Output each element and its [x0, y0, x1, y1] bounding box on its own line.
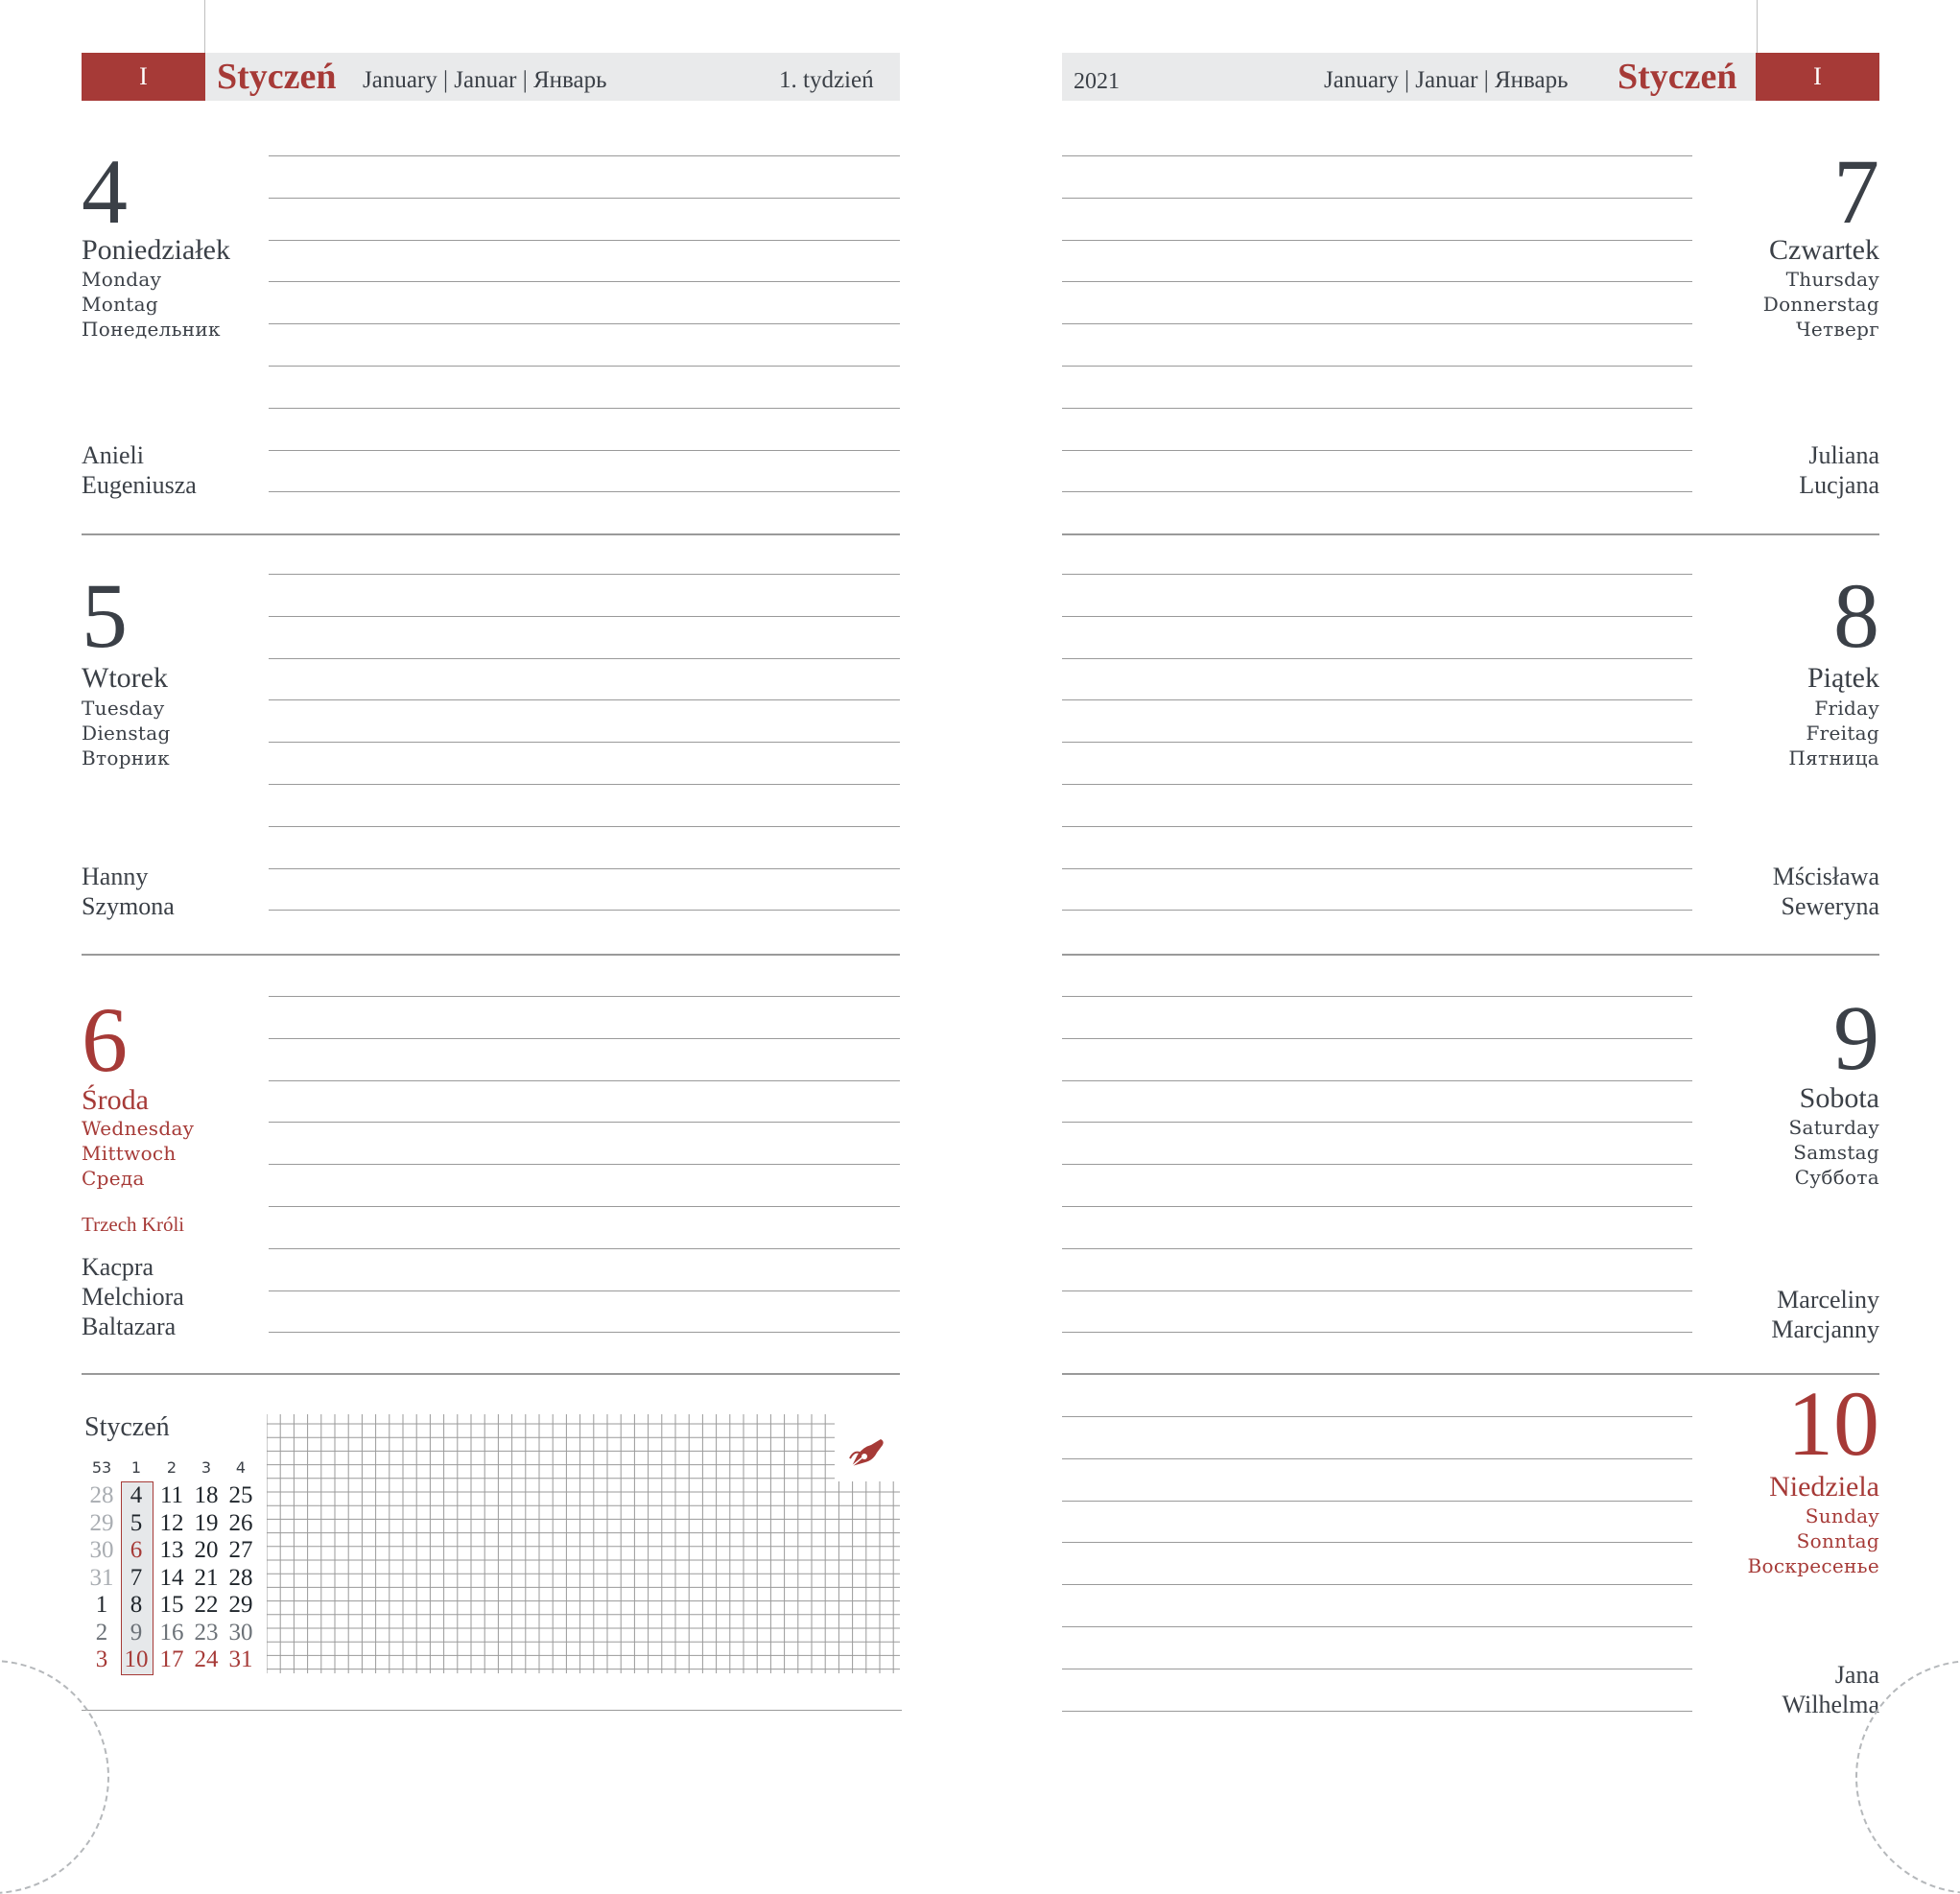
writing-line — [1062, 1248, 1692, 1249]
writing-line — [1062, 1458, 1692, 1459]
mini-calendar-day: 10 — [124, 1646, 149, 1672]
day-name-pl: Sobota — [1799, 1082, 1879, 1114]
writing-line — [1062, 408, 1692, 409]
name-day-entry: Wilhelma — [1782, 1691, 1879, 1718]
mini-calendar-day: 19 — [194, 1509, 219, 1536]
day-name-en: Sunday — [1805, 1504, 1879, 1527]
mini-calendar-day: 29 — [228, 1592, 253, 1618]
mini-calendar-day: 21 — [194, 1564, 219, 1591]
writing-line — [1062, 1206, 1692, 1207]
writing-line — [269, 784, 900, 785]
name-day-entry: Baltazara — [82, 1313, 177, 1340]
writing-line — [1062, 574, 1692, 575]
mini-calendar-day: 28 — [89, 1482, 114, 1508]
day-name-en: Wednesday — [82, 1117, 195, 1140]
notes-grid — [267, 1414, 900, 1673]
day-name-pl: Poniedziałek — [82, 234, 230, 266]
writing-line — [269, 574, 900, 575]
mini-calendar-day: 7 — [130, 1564, 143, 1591]
mini-calendar-day: 23 — [194, 1619, 219, 1645]
day-name-pl: Czwartek — [1769, 234, 1879, 266]
mini-calendar-day: 22 — [194, 1592, 219, 1618]
writing-line — [269, 450, 900, 451]
mini-calendar-day: 30 — [228, 1619, 253, 1645]
day-name-de: Montag — [82, 293, 158, 316]
writing-line — [1062, 868, 1692, 869]
writing-line — [269, 616, 900, 617]
writing-line — [269, 240, 900, 241]
holiday-label: Trzech Króli — [82, 1213, 185, 1236]
day-name-de: Dienstag — [82, 722, 171, 745]
mini-calendar-day: 13 — [159, 1537, 184, 1563]
right-month-tab[interactable]: I — [1756, 53, 1879, 101]
mini-calendar-day: 2 — [95, 1619, 108, 1645]
writing-line — [1062, 1626, 1692, 1627]
writing-line — [269, 281, 900, 282]
name-day — [82, 1252, 184, 1341]
day-name-ru: Суббота — [1794, 1166, 1879, 1189]
name-day-entry: Szymona — [82, 892, 175, 920]
writing-line — [1062, 1501, 1692, 1502]
name-day-entry: Juliana — [1808, 441, 1879, 469]
mini-week-number: 1 — [130, 1458, 142, 1477]
name-day — [1773, 862, 1879, 921]
mini-calendar-day: 11 — [159, 1482, 184, 1508]
fountain-pen-nib-icon — [848, 1437, 886, 1470]
writing-line — [1062, 784, 1692, 785]
mini-calendar-day: 6 — [130, 1537, 143, 1563]
name-day-entry: Anieli — [82, 441, 144, 469]
name-day — [1771, 1285, 1879, 1344]
mini-calendar-day: 12 — [159, 1509, 184, 1536]
writing-line — [269, 1290, 900, 1291]
left-month-tab[interactable]: I — [82, 53, 205, 101]
day-name-ru: Воскресенье — [1747, 1554, 1879, 1577]
day-separator — [1062, 533, 1879, 535]
day-name-de: Freitag — [1806, 722, 1879, 745]
name-day-entry: Marcjanny — [1771, 1315, 1879, 1343]
writing-line — [1062, 742, 1692, 743]
writing-line — [1062, 198, 1692, 199]
day-number: 6 — [82, 988, 128, 1091]
mini-calendar-day: 24 — [194, 1646, 219, 1672]
writing-line — [269, 699, 900, 700]
writing-line — [269, 742, 900, 743]
day-separator — [82, 533, 900, 535]
mini-calendar-day: 20 — [194, 1537, 219, 1563]
day-number: 4 — [82, 140, 128, 243]
name-day-entry: Lucjana — [1799, 471, 1879, 499]
writing-line — [269, 1122, 900, 1123]
writing-line — [1062, 826, 1692, 827]
mini-calendar-day: 29 — [89, 1509, 114, 1536]
day-name-de: Mittwoch — [82, 1142, 177, 1165]
name-day — [82, 440, 197, 500]
day-name-en: Tuesday — [82, 697, 165, 720]
writing-line — [269, 1080, 900, 1081]
writing-line — [269, 323, 900, 324]
day-separator — [1062, 1373, 1879, 1375]
right-month-title: Styczeń — [1618, 57, 1737, 97]
writing-line — [1062, 450, 1692, 451]
writing-line — [1062, 491, 1692, 492]
mini-calendar-day: 17 — [159, 1646, 184, 1672]
writing-line — [1062, 1290, 1692, 1291]
name-day-entry: Eugeniusza — [82, 471, 197, 499]
day-name-ru: Среда — [82, 1167, 145, 1190]
mini-week-number: 3 — [201, 1458, 212, 1477]
fold-mark-left — [0, 1660, 109, 1894]
mini-calendar-day: 15 — [159, 1592, 184, 1618]
name-day-entry: Melchiora — [82, 1283, 184, 1311]
day-name-de: Sonntag — [1796, 1529, 1879, 1552]
writing-line — [1062, 366, 1692, 367]
writing-line — [269, 366, 900, 367]
day-name-en: Monday — [82, 268, 162, 291]
writing-line — [1062, 240, 1692, 241]
writing-line — [1062, 1584, 1692, 1585]
day-name-en: Friday — [1814, 697, 1879, 720]
writing-line — [1062, 1542, 1692, 1543]
day-name-de: Samstag — [1793, 1141, 1879, 1164]
mini-calendar-day: 9 — [130, 1619, 143, 1645]
writing-line — [1062, 155, 1692, 156]
mini-calendar-day: 18 — [194, 1482, 219, 1508]
writing-line — [269, 155, 900, 156]
writing-line — [1062, 323, 1692, 324]
writing-line — [269, 491, 900, 492]
day-name-ru: Четверг — [1796, 318, 1879, 341]
mini-calendar-day: 30 — [89, 1537, 114, 1563]
writing-line — [1062, 1416, 1692, 1417]
day-number: 9 — [1833, 986, 1879, 1089]
writing-line — [269, 658, 900, 659]
day-number: 10 — [1787, 1372, 1879, 1475]
writing-line — [269, 198, 900, 199]
writing-line — [1062, 699, 1692, 700]
writing-line — [1062, 1164, 1692, 1165]
day-name-pl: Niedziela — [1769, 1471, 1879, 1503]
year-label: 2021 — [1074, 69, 1120, 94]
writing-line — [269, 910, 900, 911]
name-day-entry: Marceliny — [1777, 1286, 1879, 1314]
day-name-pl: Wtorek — [82, 662, 168, 694]
day-name-ru: Понедельник — [82, 318, 221, 341]
name-day — [1799, 440, 1879, 500]
name-day-entry: Mścisława — [1772, 863, 1879, 890]
day-name-en: Saturday — [1788, 1116, 1879, 1139]
left-month-translations: January | Januar | Январь — [363, 67, 607, 93]
name-day-entry: Kacpra — [82, 1253, 154, 1281]
mini-calendar-day: 31 — [228, 1646, 253, 1672]
writing-line — [1062, 1711, 1692, 1712]
mini-week-number: 4 — [235, 1458, 247, 1477]
mini-calendar-day: 1 — [95, 1592, 108, 1618]
writing-line — [269, 868, 900, 869]
day-name-ru: Вторник — [82, 746, 170, 769]
week-number: 1. tydzień — [779, 67, 874, 93]
writing-line — [269, 826, 900, 827]
writing-line — [1062, 996, 1692, 997]
mini-calendar-day: 16 — [159, 1619, 184, 1645]
name-day-entry: Hanny — [82, 863, 149, 890]
day-name-pl: Środa — [82, 1084, 149, 1116]
writing-line — [269, 1164, 900, 1165]
writing-line — [1062, 910, 1692, 911]
day-name-de: Donnerstag — [1762, 293, 1879, 316]
writing-line — [1062, 1038, 1692, 1039]
mini-calendar-day: 31 — [89, 1564, 114, 1591]
day-number: 7 — [1833, 140, 1879, 243]
writing-line — [269, 1038, 900, 1039]
day-number: 8 — [1833, 564, 1879, 667]
writing-line — [1062, 616, 1692, 617]
mini-calendar-title: Styczeń — [84, 1412, 170, 1442]
writing-line — [1062, 281, 1692, 282]
mini-week-number: 2 — [166, 1458, 177, 1477]
writing-line — [269, 1332, 900, 1333]
writing-line — [269, 996, 900, 997]
writing-line — [82, 1710, 902, 1711]
name-day-entry: Seweryna — [1781, 892, 1879, 920]
mini-calendar-day: 27 — [228, 1537, 253, 1563]
writing-line — [269, 1206, 900, 1207]
mini-calendar-day: 14 — [159, 1564, 184, 1591]
mini-calendar-day: 4 — [130, 1482, 143, 1508]
mini-calendar-day: 26 — [228, 1509, 253, 1536]
writing-line — [1062, 1332, 1692, 1333]
mini-calendar-day: 25 — [228, 1482, 253, 1508]
mini-calendar-day: 3 — [95, 1646, 108, 1672]
name-day-entry: Jana — [1834, 1661, 1879, 1689]
writing-line — [269, 1248, 900, 1249]
name-day — [82, 862, 175, 921]
day-separator — [82, 1373, 900, 1375]
day-name-pl: Piątek — [1807, 662, 1879, 694]
mini-week-number: 53 — [91, 1458, 112, 1477]
writing-line — [1062, 1080, 1692, 1081]
writing-line — [269, 408, 900, 409]
day-separator — [82, 954, 900, 956]
mini-calendar-day: 8 — [130, 1592, 143, 1618]
mini-calendar-day: 28 — [228, 1564, 253, 1591]
day-number: 5 — [82, 564, 128, 667]
name-day — [1783, 1660, 1879, 1719]
writing-line — [1062, 658, 1692, 659]
day-name-ru: Пятница — [1788, 746, 1879, 769]
day-separator — [1062, 954, 1879, 956]
right-month-translations: January | Januar | Январь — [1324, 67, 1569, 93]
mini-calendar-day: 5 — [130, 1509, 143, 1536]
day-name-en: Thursday — [1785, 268, 1879, 291]
left-month-title: Styczeń — [217, 57, 337, 97]
writing-line — [1062, 1122, 1692, 1123]
